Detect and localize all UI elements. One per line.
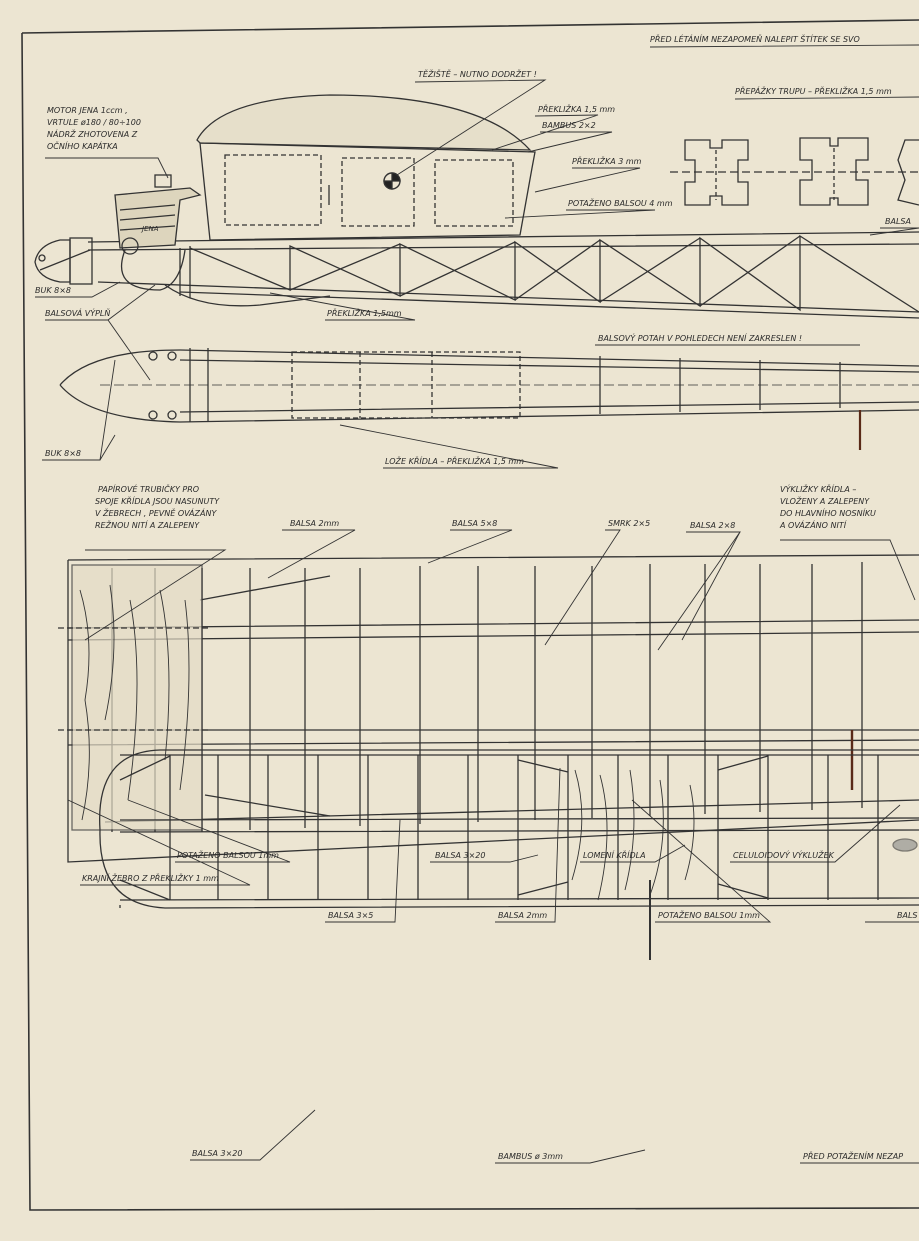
label-before-cover: PŘED POTAŽENÍM NEZAP <box>803 1152 904 1161</box>
label-balsa-2mm-tail: BALSA 2mm <box>498 911 548 920</box>
label-balsa-fill: BALSOVÁ VÝPLŇ <box>45 309 111 318</box>
label-balsa-3x20-tail: BALSA 3×20 <box>192 1149 243 1158</box>
label-dihedral: LOMENÍ KŘÍDLA <box>583 851 646 860</box>
label-balsa-5x8: BALSA 5×8 <box>452 519 498 528</box>
label-tubes-4: REŽNOU NITÍ A ZALEPENY <box>95 521 200 530</box>
label-bamboo-3: BAMBUS ø 3mm <box>498 1152 563 1161</box>
label-balsa-3x5: BALSA 3×5 <box>328 911 374 920</box>
label-motor-4: OČNÍHO KAPÁTKA <box>47 142 118 151</box>
label-cutout-1: VÝKLIŽKY KŘÍDLA – <box>780 485 857 494</box>
label-covered-1: POTAŽENO BALSOU 1mm <box>177 851 279 860</box>
label-wing-bed: LOŽE KŘÍDLA – PŘEKLIŽKA 1,5 mm <box>385 457 525 466</box>
label-balsa-3x20-wing: BALSA 3×20 <box>435 851 486 860</box>
label-ply-15-top: PŘEKLIŽKA 1,5 mm <box>538 105 616 114</box>
cg-symbol <box>384 173 400 189</box>
label-ply-3: PŘEKLIŽKA 3 mm <box>572 157 642 166</box>
label-motor-1: MOTOR JENA 1ccm , <box>47 106 128 115</box>
label-cutout-2: VLOŽENY A ZALEPENY <box>780 497 870 506</box>
label-cg: TĚŽIŠTĚ – NUTNO DODRŽET ! <box>418 70 537 79</box>
label-motor-3: NÁDRŽ ZHOTOVENA Z <box>47 130 138 139</box>
label-spruce: SMRK 2×5 <box>608 519 651 528</box>
label-balsa-2mm-wing: BALSA 2mm <box>290 519 340 528</box>
label-tubes-3: V ŽEBRECH , PEVNĚ OVÁZÁNY <box>95 509 217 518</box>
label-ply-15-bottom: PŘEKLIŽKA 1,5mm <box>327 309 402 318</box>
label-edge-rib: KRAJNÍ ŽEBRO Z PŘEKLIŽKY 1 mm <box>82 874 219 883</box>
engine-label: JENA <box>142 225 159 233</box>
label-bulkheads: PŘEPÁŽKY TRUPU – PŘEKLIŽKA 1,5 mm <box>735 87 892 96</box>
label-covered-1-tail: POTAŽENO BALSOU 1mm <box>658 911 760 920</box>
label-cutout-4: A OVÁZÁNO NITÍ <box>780 521 847 530</box>
label-beech-2: BUK 8×8 <box>45 449 82 458</box>
label-balsa-side: BALSA <box>885 217 911 226</box>
label-beech-1: BUK 8×8 <box>35 286 72 295</box>
label-top-note: PŘED LÉTÁNÍM NEZAPOMEŇ NALEPIT ŠTÍTEK SE SVO <box>650 35 860 44</box>
label-bamboo-22: BAMBUS 2×2 <box>542 121 596 130</box>
label-cutout-3: DO HLAVNÍHO NOSNÍKU <box>780 509 876 518</box>
label-tubes-2: SPOJE KŘÍDLA JSOU NASUNUTY <box>95 497 220 506</box>
label-tubes-1: PAPÍROVÉ TRUBIČKY PRO <box>98 485 200 494</box>
label-covered-4: POTAŽENO BALSOU 4 mm <box>568 199 673 208</box>
label-balsa-2x8: BALSA 2×8 <box>690 521 736 530</box>
label-not-drawn: BALSOVÝ POTAH V POHLEDECH NENÍ ZAKRESLEN ! <box>598 334 803 343</box>
label-celluloid: CELULOIDOVÝ VÝKLUŽEK <box>733 851 834 860</box>
label-balsa-cut: BALS <box>897 911 918 920</box>
label-motor-2: VRTULE ø180 / 80÷100 <box>47 118 141 127</box>
